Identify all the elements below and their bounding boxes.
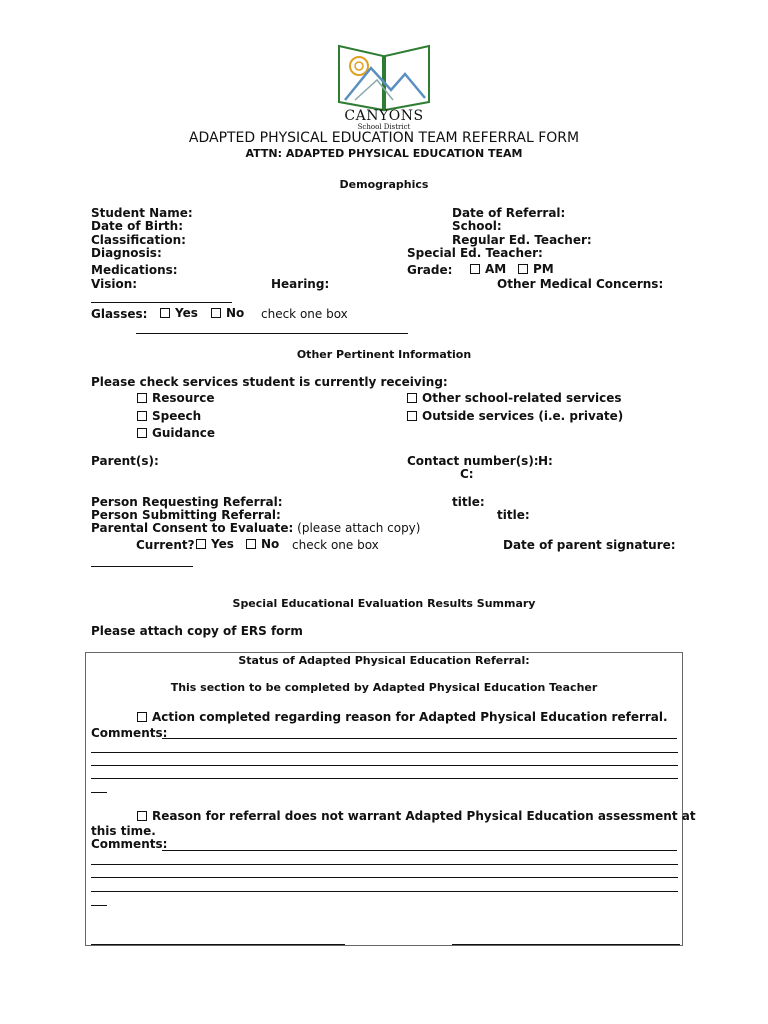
- status-subheading: This section to be completed by Adapted Physical Education Teacher: [170, 681, 598, 694]
- label-medications: Medications:: [91, 263, 178, 277]
- resource-checkbox[interactable]: [137, 393, 147, 403]
- consent-line: [91, 521, 420, 535]
- consent-no-checkbox[interactable]: [246, 539, 256, 549]
- status-heading: Status of Adapted Physical Education Referral:: [238, 654, 530, 667]
- resource-label: Resource: [152, 391, 215, 405]
- consent-check-note: check one box: [292, 538, 379, 552]
- glasses-no[interactable]: [211, 306, 244, 320]
- consent-yes-label: Yes: [211, 537, 234, 551]
- label-student-name: Student Name:: [91, 206, 193, 220]
- status-section-box: [85, 652, 683, 946]
- label-hearing: Hearing:: [271, 277, 330, 291]
- grade-am[interactable]: [470, 262, 506, 276]
- reason-line-2: this time.: [91, 824, 156, 838]
- glasses-yes-checkbox[interactable]: [160, 308, 170, 318]
- grade-pm[interactable]: [518, 262, 554, 276]
- label-vision: Vision:: [91, 277, 138, 291]
- glasses-no-label: No: [226, 306, 245, 320]
- label-parental-consent: Parental Consent to Evaluate:: [91, 521, 294, 535]
- label-title-requesting: title:: [452, 495, 485, 509]
- label-date-parent-signature: Date of parent signature:: [503, 538, 676, 552]
- label-school: School:: [452, 219, 502, 233]
- label-parents: Parent(s):: [91, 454, 159, 468]
- am-label: AM: [485, 262, 507, 276]
- service-guidance[interactable]: [137, 426, 215, 440]
- label-person-requesting: Person Requesting Referral:: [91, 495, 283, 509]
- logo-subtitle: School District: [357, 123, 411, 131]
- comment-line[interactable]: [91, 864, 678, 865]
- action-completed[interactable]: [137, 710, 668, 724]
- label-classification: Classification:: [91, 233, 186, 247]
- service-outside[interactable]: [407, 409, 623, 423]
- label-contact-cell: C:: [460, 467, 474, 481]
- comment-line[interactable]: [91, 765, 678, 766]
- consent-yes[interactable]: [196, 537, 234, 551]
- label-current: Current?: [136, 538, 195, 552]
- action-completed-label: Action completed regarding reason for Adapted Physical Education referral.: [152, 710, 668, 724]
- reason-not-warranted-label: Reason for referral does not warrant Adapted Physical Education assessment at: [152, 809, 696, 823]
- service-resource[interactable]: [137, 391, 214, 405]
- logo-name: CANYONS: [344, 108, 424, 124]
- comment-line[interactable]: [162, 738, 677, 739]
- other-school-label: Other school-related services: [422, 391, 622, 405]
- comments-label-1: Comments:: [91, 726, 168, 740]
- comment-line[interactable]: [91, 778, 678, 779]
- ers-heading: Special Educational Evaluation Results Summary: [232, 597, 536, 610]
- consent-no[interactable]: [246, 537, 279, 551]
- parent-signature-line[interactable]: [91, 566, 193, 567]
- label-date-of-referral: Date of Referral:: [452, 206, 566, 220]
- reason-not-warranted-checkbox[interactable]: [137, 811, 147, 821]
- speech-checkbox[interactable]: [137, 411, 147, 421]
- guidance-checkbox[interactable]: [137, 428, 147, 438]
- comment-line[interactable]: [162, 850, 677, 851]
- glasses-check-note: check one box: [261, 307, 348, 321]
- pertinent-heading: Other Pertinent Information: [296, 348, 472, 361]
- consent-no-label: No: [261, 537, 280, 551]
- guidance-label: Guidance: [152, 426, 215, 440]
- consent-note: (please attach copy): [297, 521, 421, 535]
- label-person-submitting: Person Submitting Referral:: [91, 508, 281, 522]
- service-other-school[interactable]: [407, 391, 622, 405]
- glasses-no-checkbox[interactable]: [211, 308, 221, 318]
- demographics-heading: Demographics: [339, 178, 429, 191]
- am-checkbox[interactable]: [470, 264, 480, 274]
- outside-checkbox[interactable]: [407, 411, 417, 421]
- speech-label: Speech: [152, 409, 202, 423]
- consent-yes-checkbox[interactable]: [196, 539, 206, 549]
- district-logo: [333, 38, 435, 132]
- glasses-yes-label: Yes: [175, 306, 198, 320]
- comment-line[interactable]: [91, 877, 678, 878]
- comment-line[interactable]: [91, 752, 678, 753]
- other-school-checkbox[interactable]: [407, 393, 417, 403]
- label-contact-home: H:: [538, 454, 553, 468]
- form-title: ADAPTED PHYSICAL EDUCATION TEAM REFERRAL FORM: [188, 130, 580, 146]
- comments-label-2: Comments:: [91, 837, 168, 851]
- date-line[interactable]: [452, 944, 680, 945]
- label-contact: Contact number(s):: [407, 454, 539, 468]
- outside-label: Outside services (i.e. private): [422, 409, 624, 423]
- vision-blank-line[interactable]: [91, 302, 232, 303]
- comment-line[interactable]: [91, 891, 678, 892]
- reason-not-warranted[interactable]: [137, 809, 696, 823]
- label-diagnosis: Diagnosis:: [91, 246, 162, 260]
- glasses-blank-line[interactable]: [136, 333, 408, 334]
- signature-line[interactable]: [91, 944, 345, 945]
- service-speech[interactable]: [137, 409, 201, 423]
- label-date-of-birth: Date of Birth:: [91, 219, 184, 233]
- book-mountain-icon: [333, 38, 435, 118]
- comment-line[interactable]: [91, 792, 107, 793]
- glasses-yes[interactable]: [160, 306, 198, 320]
- label-regular-teacher: Regular Ed. Teacher:: [452, 233, 592, 247]
- label-special-teacher: Special Ed. Teacher:: [407, 246, 543, 260]
- comment-line[interactable]: [91, 905, 107, 906]
- label-glasses: Glasses:: [91, 307, 148, 321]
- label-grade: Grade:: [407, 263, 453, 277]
- action-completed-checkbox[interactable]: [137, 712, 147, 722]
- label-other-medical: Other Medical Concerns:: [497, 277, 664, 291]
- label-title-submitting: title:: [497, 508, 530, 522]
- pm-label: PM: [533, 262, 554, 276]
- pm-checkbox[interactable]: [518, 264, 528, 274]
- attn-line: ATTN: ADAPTED PHYSICAL EDUCATION TEAM: [245, 147, 523, 160]
- ers-attach: Please attach copy of ERS form: [91, 624, 303, 638]
- services-prompt: Please check services student is currently receiving:: [91, 375, 448, 389]
